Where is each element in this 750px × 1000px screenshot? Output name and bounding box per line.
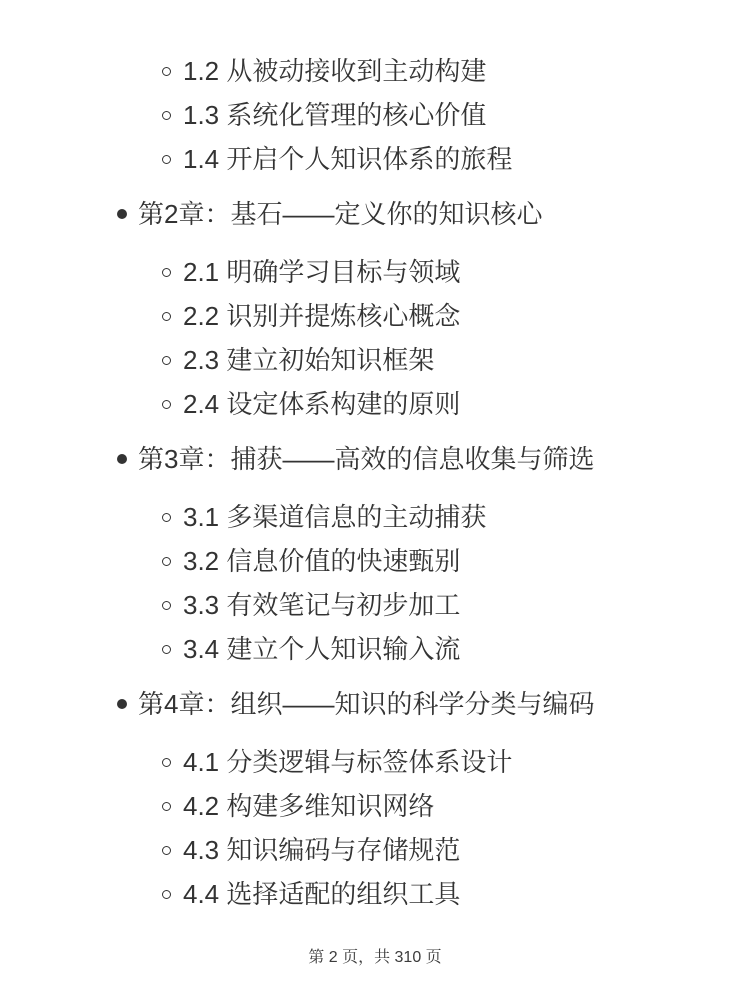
toc-sub-item-label: 3.1 多渠道信息的主动捕获: [183, 502, 487, 532]
toc-sub-item-label: 4.2 构建多维知识网络: [183, 791, 435, 821]
toc-sub-item-label: 3.2 信息价值的快速甄别: [183, 546, 461, 576]
circle-bullet-icon: [162, 846, 171, 855]
toc-sub-item-label: 4.3 知识编码与存储规范: [183, 835, 461, 865]
toc-chapter-title: 第4章：组织——知识的科学分类与编码: [138, 689, 595, 719]
toc-sub-item: [0, 294, 750, 338]
circle-bullet-icon: [162, 557, 171, 566]
toc-sub-item-label: 2.4 设定体系构建的原则: [183, 389, 461, 419]
circle-bullet-icon: [162, 312, 171, 321]
toc-sub-item: [0, 539, 750, 583]
toc-sub-item: [0, 338, 750, 382]
toc-sub-item: [0, 382, 750, 426]
circle-bullet-icon: [162, 802, 171, 811]
toc-sub-item-label: 2.2 识别并提炼核心概念: [183, 301, 461, 331]
toc-sub-item: [0, 495, 750, 539]
circle-bullet-icon: [162, 601, 171, 610]
toc-sub-item: [0, 93, 750, 137]
toc-sub-item-label: 3.3 有效笔记与初步加工: [183, 590, 461, 620]
toc-sub-item: [0, 137, 750, 181]
circle-bullet-icon: [162, 513, 171, 522]
disc-bullet-icon: [117, 454, 127, 464]
toc-sub-item: [0, 627, 750, 671]
toc-sub-item-label: 2.1 明确学习目标与领域: [183, 257, 461, 287]
circle-bullet-icon: [162, 400, 171, 409]
toc-chapter-item: [0, 192, 750, 236]
toc-sub-item: [0, 872, 750, 916]
toc-sub-item: [0, 740, 750, 784]
toc-sub-item-label: 3.4 建立个人知识输入流: [183, 634, 461, 664]
disc-bullet-icon: [117, 699, 127, 709]
circle-bullet-icon: [162, 645, 171, 654]
circle-bullet-icon: [162, 155, 171, 164]
toc-chapter-title: 第3章：捕获——高效的信息收集与筛选: [138, 444, 595, 474]
toc-sub-item-label: 1.4 开启个人知识体系的旅程: [183, 144, 513, 174]
toc-sub-item: [0, 250, 750, 294]
toc-sub-item: [0, 583, 750, 627]
toc-sub-item: [0, 49, 750, 93]
toc-sub-item-label: 1.3 系统化管理的核心价值: [183, 100, 487, 130]
page-indicator: 第 2 页，共 310 页: [308, 949, 442, 966]
toc-chapter-title: 第2章：基石——定义你的知识核心: [138, 199, 543, 229]
toc-sub-item-label: 1.2 从被动接收到主动构建: [183, 56, 487, 86]
disc-bullet-icon: [117, 209, 127, 219]
circle-bullet-icon: [162, 111, 171, 120]
toc-sub-item: [0, 828, 750, 872]
circle-bullet-icon: [162, 356, 171, 365]
toc-sub-item-label: 4.4 选择适配的组织工具: [183, 879, 461, 909]
circle-bullet-icon: [162, 67, 171, 76]
circle-bullet-icon: [162, 268, 171, 277]
toc-chapter-item: [0, 682, 750, 726]
toc-chapter-item: [0, 437, 750, 481]
toc-sub-item: [0, 784, 750, 828]
circle-bullet-icon: [162, 758, 171, 767]
toc-sub-item-label: 2.3 建立初始知识框架: [183, 345, 435, 375]
circle-bullet-icon: [162, 890, 171, 899]
toc-sub-item-label: 4.1 分类逻辑与标签体系设计: [183, 747, 513, 777]
